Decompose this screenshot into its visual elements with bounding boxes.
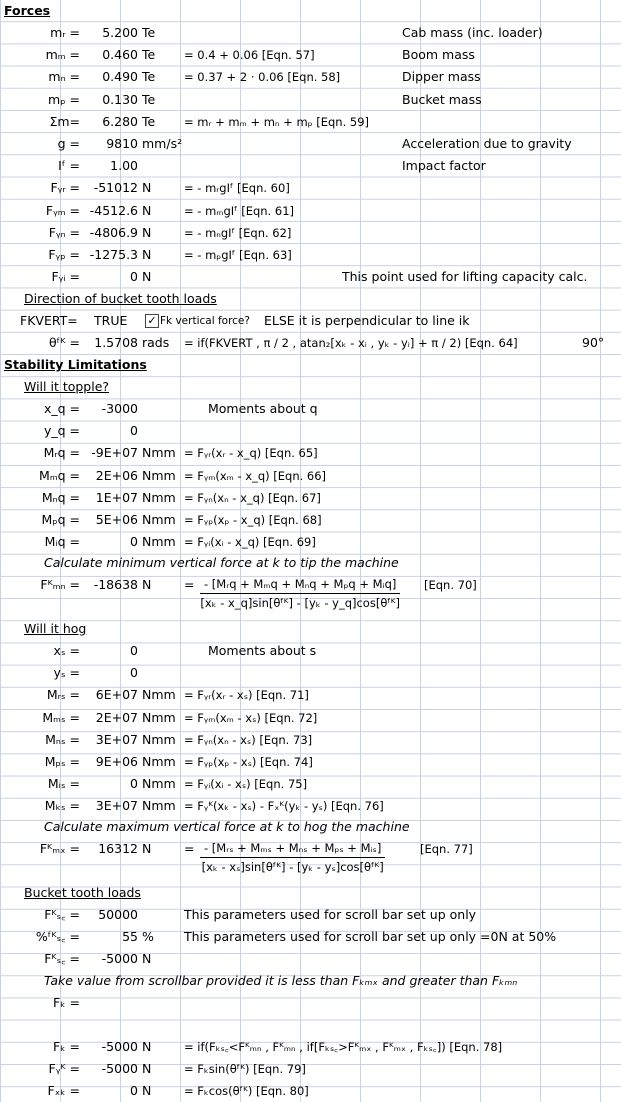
bucket-label: Fᴷₛ꜀ = [44,951,80,967]
forces-unit: N [142,224,152,240]
fkvert-label: FKVERT= [20,313,78,328]
forces-value: 0.130 [102,91,138,107]
forces-label: Fᵧᵣ = [50,180,80,196]
final-value: -5000 [101,1061,138,1077]
hog-value: 3E+07 [95,798,138,814]
final-value: 0 [130,1083,138,1099]
forces-label: mₘ = [45,47,80,63]
fkmn-fraction [200,575,400,612]
forces-label: g = [57,136,80,151]
bucket-value: 50000 [98,907,138,922]
direction-header-row [0,288,621,310]
forces-label: Fᵧₘ = [45,202,80,218]
topple-formula: Moments about q [208,401,318,416]
forces-value: 0 [130,269,138,285]
hog-value: 9E+06 [95,754,138,769]
fkvert-value: TRUE [94,313,128,328]
topple-unit: Nmm [142,445,176,461]
forces-row [0,89,621,111]
forces-row [0,222,621,244]
final-row [0,1036,621,1058]
hog-unit: Nmm [142,754,176,769]
forces-formula: = 0.37 + 2 · 0.06 [Eqn. 58] [184,70,341,85]
forces-desc: Acceleration due to gravity [402,136,572,151]
forces-formula: = - mₚgIᶠ [Eqn. 63] [184,248,292,262]
bucket-label: Fᴷₛ꜀ = [44,907,80,922]
forces-row [0,200,621,222]
final-unit: N [142,1083,152,1099]
forces-desc: Impact factor [402,158,486,174]
fkmn-equals: = [184,577,195,592]
bucket-row [0,926,621,948]
else-text: ELSE it is perpendicular to line ik [264,313,470,328]
hog-row [0,707,621,729]
forces-unit: N [142,180,152,196]
forces-row [0,155,621,177]
bucket-row [0,948,621,970]
stability-title: Stability Limitations [4,357,147,372]
forces-unit: N [142,202,152,218]
bucket-value: -5000 [101,951,138,967]
forces-unit: Te [142,113,156,129]
fkmx-value: 16312 [98,841,138,856]
forces-desc: This point used for lifting capacity calc. [342,269,588,285]
forces-desc: Cab mass (inc. loader) [402,25,543,40]
forces-formula: = mᵣ + mₘ + mₙ + mₚ [Eqn. 59] [184,114,370,129]
hog-unit: Nmm [142,731,176,747]
forces-label: Fᵧₚ = [48,247,80,262]
bucket-note: Take value from scrollbar provided it is less than Fₖₘₓ and greater than Fₖₘₙ [44,973,518,988]
topple-note: Calculate minimum vertical force at k to tip the machine [44,555,399,570]
final-label: Fₖ = [53,1039,80,1054]
topple-label: Mᵢq = [44,534,80,550]
forces-title: Forces [4,3,51,18]
fkmn-numerator: - [Mᵣq + Mₘq + Mₙq + Mₚq + Mᵢq] [200,575,400,594]
topple-formula: = Fᵧₘ(xₘ - x_q) [Eqn. 66] [184,468,327,483]
bucket-unit: % [142,929,154,945]
forces-label: mᵣ = [50,25,80,40]
final-row [0,1058,621,1080]
forces-unit: Te [142,91,156,107]
fkmn-label: Fᴷₘₙ = [40,577,80,592]
fkmn-denominator: [xₖ - x_q]sin[θᶠᴷ] - [yₖ - y_q]cos[θᶠᴷ] [200,596,400,610]
topple-value: 0 [130,423,138,439]
topple-value: 2E+06 [95,467,138,483]
hog-unit: Nmm [142,687,176,703]
bucket-label: %ᶠᴷₛ꜀ = [35,929,80,945]
topple-value: 5E+06 [95,512,138,527]
hog-row [0,729,621,751]
fkmn-value: -18638 [93,577,138,592]
topple-formula: = Fᵧᵢ(xᵢ - x_q) [Eqn. 69] [184,535,316,550]
hog-row [0,684,621,706]
forces-row [0,244,621,266]
hog-formula: = Fᵧᵣ(xᵣ - xₛ) [Eqn. 71] [184,688,309,703]
forces-value: 0.460 [102,47,138,63]
forces-formula: = - mᵣgIᶠ [Eqn. 60] [184,181,290,196]
forces-value: -1275.3 [89,247,138,262]
forces-label: mₚ = [48,91,80,107]
hog-formula: = Fᵧₘ(xₘ - xₛ) [Eqn. 72] [184,710,318,725]
topple-unit: Nmm [142,512,176,527]
forces-value: 9810 [106,136,138,151]
hog-note-row [0,816,621,838]
forces-desc: Bucket mass [402,91,482,107]
final-row [0,1080,621,1102]
topple-label: y_q = [43,423,80,439]
hog-formula: = Fᵧₙ(xₙ - xₛ) [Eqn. 73] [184,732,313,747]
hog-unit: Nmm [142,798,176,814]
forces-row [0,133,621,155]
forces-label: mₙ = [48,69,80,85]
topple-row [0,465,621,487]
forces-unit: Te [142,69,156,85]
topple-unit: Nmm [142,534,176,550]
hog-formula: = Fᵧₚ(xₚ - xₛ) [Eqn. 74] [184,755,313,769]
hog-label: Mᵣₛ = [46,687,80,703]
final-formula: = if(Fₖₛ꜀<Fᴷₘₙ , Fᴷₘₙ , if[Fₖₛ꜀>Fᴷₘₓ , Fᴷₘₓ , Fₖₛ꜀]) [Eqn. 78] [184,1040,503,1054]
topple-row [0,420,621,442]
topple-row [0,487,621,509]
topple-value: -3000 [101,401,138,416]
forces-value: 0.490 [102,69,138,85]
hog-value: 0 [130,665,138,681]
theta-degrees: 90° [582,335,605,350]
stability-header-row [0,354,621,376]
forces-formula: = - mₙgIᶠ [Eqn. 62] [184,225,292,240]
fkmn-eqn: [Eqn. 70] [424,578,477,592]
hog-formula: = Fᵧᵢ(xᵢ - xₛ) [Eqn. 75] [184,777,308,792]
forces-label: Fᵧᵢ = [51,269,80,285]
final-formula: = Fₖcos(θᶠᴷ) [Eqn. 80] [184,1084,309,1099]
forces-formula: = 0.4 + 0.06 [Eqn. 57] [184,48,315,63]
forces-value: -4806.9 [89,224,138,240]
hog-label: Mₖₛ = [44,798,80,814]
fkmx-unit: N [142,841,152,856]
fk-label: Fₖ = [53,995,80,1010]
bucket-formula: This parameters used for scroll bar set up only [184,907,477,922]
fkmx-row [0,838,621,878]
bucket-header-row [0,882,621,904]
final-label: Fₓₖ = [47,1083,80,1099]
hog-row [0,795,621,817]
hog-value: 0 [130,776,138,792]
forces-label: Iᶠ = [58,158,80,174]
topple-value: 1E+07 [95,489,138,505]
forces-row [0,111,621,133]
hog-header-row [0,618,621,640]
bucket-formula: This parameters used for scroll bar set up only =0N at 50% [184,929,557,945]
fkmx-equals: = [184,841,195,856]
bucket-note-row [0,970,621,992]
final-formula: = Fₖsin(θᶠᴷ) [Eqn. 79] [184,1062,306,1077]
fkmx-label: Fᴷₘₓ = [39,841,80,856]
fkmx-denominator: [xₖ - xₛ]sin[θᶠᴷ] - [yₖ - yₛ]cos[θᶠᴷ] [201,860,384,874]
hog-value: 2E+07 [95,709,138,725]
final-label: Fᵧᴷ = [48,1061,80,1077]
hog-value: 3E+07 [95,731,138,747]
fk-row [0,992,621,1014]
topple-label: Mₚq = [41,512,80,527]
topple-row [0,398,621,420]
final-unit: N [142,1039,152,1054]
hog-row [0,773,621,795]
topple-label: Mₙq = [41,489,80,505]
forces-row [0,44,621,66]
bucket-title: Bucket tooth loads [24,885,141,900]
theta-value: 1.5708 [94,335,138,350]
hog-formula: = Fᵧᴷ(xₖ - xₛ) - Fₓᴷ(yₖ - yₛ) [Eqn. 76] [184,799,384,814]
topple-label: Mₘq = [39,467,80,483]
forces-unit: N [142,247,152,262]
topple-note-row [0,552,621,574]
final-value: -5000 [101,1039,138,1054]
topple-title: Will it topple? [24,379,110,394]
hog-label: Mᵢₛ = [47,776,80,792]
fkmx-numerator: - [Mᵣₛ + Mₘₛ + Mₙₛ + Mₚₛ + Mᵢₛ] [200,839,385,858]
hog-unit: Nmm [142,776,176,792]
direction-title: Direction of bucket tooth loads [24,291,217,306]
forces-row [0,66,621,88]
topple-header-row [0,376,621,398]
forces-header-row [0,0,621,22]
fkvert-row [0,310,621,332]
hog-title: Will it hog [24,621,87,636]
fkmn-unit: N [142,577,152,592]
hog-label: yₛ = [53,665,80,681]
topple-row [0,531,621,553]
hog-row [0,662,621,684]
bucket-value: 55 [122,929,138,945]
hog-note: Calculate maximum vertical force at k to hog the machine [44,819,410,834]
hog-label: xₛ = [53,643,80,658]
hog-label: Mₙₛ = [45,731,80,747]
forces-desc: Dipper mass [402,69,481,85]
hog-label: Mₘₛ = [42,709,80,725]
topple-row [0,509,621,531]
topple-row [0,442,621,464]
theta-row [0,332,621,354]
forces-row [0,266,621,288]
final-unit: N [142,1061,152,1077]
topple-formula: = Fᵧₙ(xₙ - x_q) [Eqn. 67] [184,490,321,505]
hog-row [0,751,621,773]
topple-formula: = Fᵧₚ(xₚ - x_q) [Eqn. 68] [184,513,322,527]
topple-label: Mᵣq = [43,445,80,461]
theta-unit: rads [142,335,170,350]
forces-row [0,177,621,199]
forces-value: -51012 [93,180,138,196]
forces-unit: N [142,269,152,285]
hog-label: Mₚₛ = [44,754,80,769]
forces-value: 1.00 [110,158,138,174]
checkbox-label: Fk vertical force? [160,315,250,327]
fk-vertical-checkbox[interactable]: ✓ [145,314,159,328]
fkmx-fraction [200,839,385,876]
fkmn-row [0,574,621,614]
forces-value: 6.280 [102,113,138,129]
theta-label: θᶠᴷ = [49,335,80,350]
forces-value: 5.200 [102,25,138,40]
topple-formula: = Fᵧᵣ(xᵣ - x_q) [Eqn. 65] [184,446,318,461]
topple-value: -9E+07 [91,445,138,461]
theta-formula: = if(FKVERT , π / 2 , atan₂[xₖ - xᵢ , yₖ - yᵢ] + π / 2) [Eqn. 64] [184,336,518,350]
forces-value: -4512.6 [89,202,138,218]
forces-label: Σm= [49,113,80,129]
forces-label: Fᵧₙ = [48,224,80,240]
forces-formula: = - mₘgIᶠ [Eqn. 61] [184,203,294,218]
topple-value: 0 [130,534,138,550]
hog-formula: Moments about s [208,643,317,658]
forces-row [0,22,621,44]
bucket-unit: N [142,951,152,967]
forces-unit: Te [142,25,156,40]
topple-unit: Nmm [142,467,176,483]
hog-value: 6E+07 [95,687,138,703]
hog-value: 0 [130,643,138,658]
forces-desc: Boom mass [402,47,475,63]
hog-row [0,640,621,662]
bucket-row [0,904,621,926]
forces-unit: Te [142,47,156,63]
forces-unit: mm/s² [142,136,183,151]
hog-unit: Nmm [142,709,176,725]
topple-label: x_q = [43,401,80,416]
fkmx-eqn: [Eqn. 77] [420,842,473,856]
topple-unit: Nmm [142,489,176,505]
